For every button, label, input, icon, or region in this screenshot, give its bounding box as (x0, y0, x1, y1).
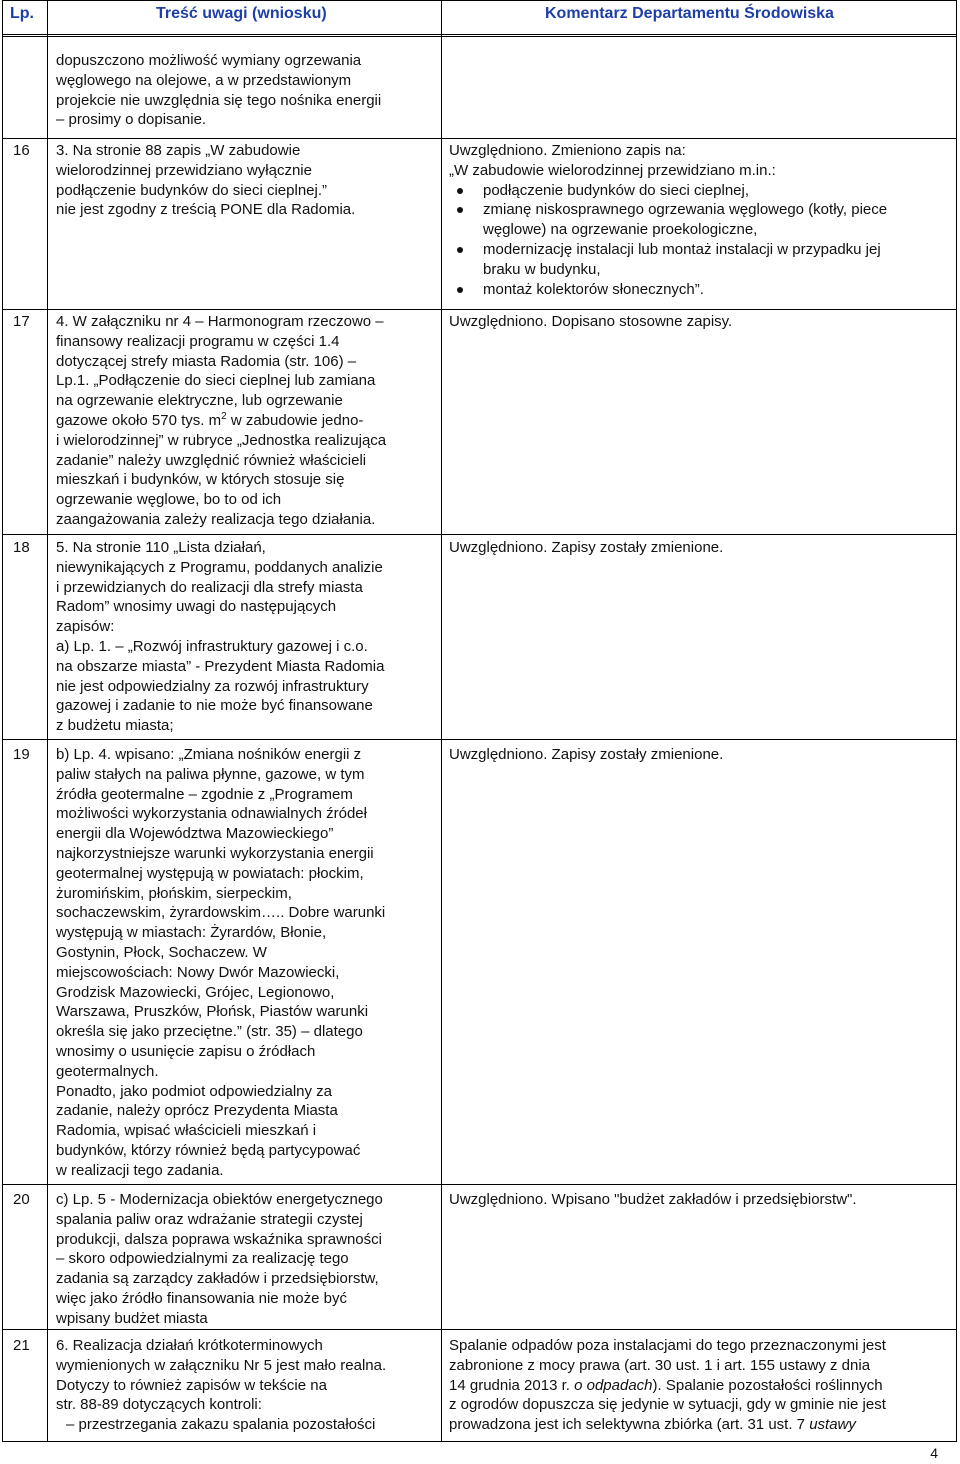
text-line: energii dla Województwa Mazowieckiego” (56, 825, 334, 843)
table-bottom-rule (2, 1441, 956, 1442)
row-rule (2, 534, 956, 535)
text-line: Gostynin, Płock, Sochaczew. W (56, 943, 267, 961)
text-line: Radom” wnosimy uwagi do następujących (56, 598, 337, 616)
header-comment: Komentarz Departamentu Środowiska (545, 5, 834, 22)
text-line: ogrzewanie węglowe, bo to od ich (56, 491, 282, 509)
text-line: 14 grudnia 2013 r. o odpadach). Spalanie pozostałości roślinnych (449, 1376, 883, 1394)
text-line: źródła geotermalne – zgodnie z „Programem (56, 785, 353, 803)
text-line: Warszawa, Pruszków, Płońsk, Piastów warunki (56, 1003, 369, 1021)
row-remark (56, 312, 386, 530)
text-line: mieszkań i budynków, w których stosuje się (56, 471, 345, 489)
italic-text: o odpadach (574, 1376, 653, 1394)
text-line: i przewidzianych do realizacji dla strefy miasta (56, 578, 363, 596)
row-remark (56, 141, 355, 220)
text-line: Dotyczy to również zapisów w tekście na (56, 1376, 327, 1394)
column-rule (2, 0, 3, 1442)
text-line: najkorzystniejsze warunki wykorzystania energii (56, 844, 374, 862)
text-line: geotermalnej występują w powiatach: płockim, (56, 864, 364, 882)
row-rule (2, 309, 956, 310)
row-number: 17 (13, 313, 30, 330)
text-line: niewynikających z Programu, poddanych analizie (56, 558, 383, 576)
text-line: prowadzona jest ich selektywna zbiórka (art. 31 ust. 7 ustawy (449, 1416, 856, 1434)
column-rule (47, 0, 48, 1442)
page-number: 4 (930, 1445, 938, 1461)
row-remark (56, 745, 385, 1181)
text-line: gazowe około 570 tys. $m^2$ w zabudowie jedno- (56, 410, 364, 429)
text-line: zadania są zarządcy zakładów i przedsiębiorstw, (56, 1270, 379, 1288)
text-line: podłączenie budynków do sieci cieplnej.” (56, 181, 327, 199)
text-line: na ogrzewanie elektryczne, lub ogrzewanie (56, 392, 343, 410)
text-line: 3. Na stronie 88 zapis „W zabudowie (56, 142, 301, 159)
header-lp: Lp. (10, 5, 34, 22)
column-rule (956, 0, 957, 1442)
text-line: możliwości wykorzystania odnawialnych źródeł (56, 805, 367, 823)
text-line: geotermalnych. (56, 1062, 159, 1080)
text-line: wnosimy o usunięcie zapisu o źródłach (56, 1042, 316, 1060)
text-line: gazowej i zadanie to nie może być finansowane (56, 697, 373, 715)
bullet-item: podłączenie budynków do sieci cieplnej, (449, 181, 887, 201)
row-number: 18 (13, 539, 30, 556)
text-line: wymienionych w załączniku Nr 5 jest mało realna. (56, 1356, 387, 1374)
text-line: Spalanie odpadów poza instalacjami do tego przeznaczonymi jest (449, 1337, 886, 1354)
row-rule (2, 1329, 956, 1330)
text-line: a) Lp. 1. – „Rozwój infrastruktury gazowej i c.o. (56, 637, 368, 655)
row-rule (2, 138, 956, 139)
text-line: zapisów: (56, 618, 115, 636)
text-line: produkcji, dalsza poprawa wskaźnika sprawności (56, 1230, 382, 1248)
text-line: więc jako źródło finansowania nie może być (56, 1289, 347, 1307)
text-line: budynków, którzy również będą partycypować (56, 1141, 361, 1159)
text-line: z ogrodów dopuszcza się jedynie w sytuacji, gdy w gminie nie jest (449, 1396, 886, 1414)
text-line: Uwzględniono. Zmieniono zapis na: (449, 142, 686, 159)
text-line: zaangażowania zależy realizacja tego działania. (56, 510, 376, 528)
text-line: wielorodzinnej przewidziano wyłącznie (56, 161, 312, 179)
row-rule (2, 739, 956, 740)
text-line: dopuszczono możliwość wymiany ogrzewania (56, 52, 362, 69)
text-line: zabronione z mocy prawa (art. 30 ust. 1 i art. 155 ustawy z dnia (449, 1356, 871, 1374)
table-top-rule (2, 0, 956, 1)
text-line: 5. Na stronie 110 „Lista działań, (56, 539, 266, 556)
text-line: b) Lp. 4. wpisano: „Zmiana nośników energii z (56, 746, 362, 763)
header-remark: Treść uwagi (wniosku) (156, 5, 327, 22)
row-rule (2, 1184, 956, 1185)
italic-text: ustawy (809, 1416, 856, 1434)
text-line: „W zabudowie wielorodzinnej przewidziano m.in.: (449, 161, 776, 179)
text-line: z budżetu miasta; (56, 717, 174, 735)
text-line: występują w miastach: Żyrardów, Błonie, (56, 924, 327, 942)
row-comment: Uwzględniono. Wpisano "budżet zakładów i przedsiębiorstw". (449, 1191, 857, 1208)
column-rule (441, 0, 442, 1442)
text-line: – skoro odpowiedzialnymi za realizację tego (56, 1250, 349, 1268)
row-remark (56, 1336, 386, 1435)
text-line: – przestrzegania zakazu spalania pozostałości (66, 1416, 376, 1434)
text-line: paliw stałych na paliwa płynne, gazowe, w tym (56, 765, 365, 783)
text-line: str. 88-89 dotyczących kontroli: (56, 1396, 262, 1414)
text-line: spalania paliw oraz wdrażanie strategii czystej (56, 1210, 363, 1228)
text-line: żuromińskim, płońskim, sierpeckim, (56, 884, 292, 902)
text-line: c) Lp. 5 - Modernizacja obiektów energetycznego (56, 1191, 383, 1208)
row-number: 20 (13, 1191, 30, 1208)
text-line: miejscowościach: Nowy Dwór Mazowiecki, (56, 963, 340, 981)
text-line: określa się jako przeciętne.” (str. 35) – dlatego (56, 1023, 363, 1041)
text-line: w realizacji tego zadania. (56, 1161, 224, 1179)
header-rule (2, 34, 956, 35)
text-line: Ponadto, jako podmiot odpowiedzialny za (56, 1082, 333, 1100)
row-comment (449, 1336, 886, 1435)
text-line: dotyczącej strefy miasta Radomia (str. 106) – (56, 352, 357, 370)
row-number: 19 (13, 746, 30, 763)
text-line: sochaczewskim, żyrardowskim….. Dobre warunki (56, 904, 386, 922)
row-comment: Uwzględniono. Dopisano stosowne zapisy. (449, 313, 733, 330)
text-line: 6. Realizacja działań krótkoterminowych (56, 1337, 323, 1354)
row-number: 21 (13, 1337, 30, 1354)
text-line: nie jest odpowiedzialny za rozwój infrastruktury (56, 677, 369, 695)
text-line: zadanie” należy uwzględnić również właścicieli (56, 451, 367, 469)
superscript: 2 (221, 410, 227, 422)
row-comment: Uwzględniono. Zapisy zostały zmienione. (449, 746, 724, 763)
bullet-item: montaż kolektorów słonecznych”. (449, 280, 887, 300)
text-line: Lp.1. „Podłączenie do sieci cieplnej lub zamiana (56, 372, 376, 390)
text-line: nie jest zgodny z treścią PONE dla Radomia. (56, 201, 356, 219)
text-line: – prosimy o dopisanie. (56, 111, 207, 129)
text-line: węglowego na olejowe, a w przedstawionym (56, 71, 352, 89)
text-line: finansowy realizacji programu w części 1.4 (56, 332, 340, 350)
text-line: Radomia, wpisać właścicieli mieszkań i (56, 1122, 317, 1140)
row-comment: Uwzględniono. Zapisy zostały zmienione. (449, 539, 724, 556)
bullet-item: zmianę niskosprawnego ogrzewania węglowego (kotły, piece węglowe) na ogrzewanie proekologiczne, (449, 200, 887, 240)
text-line: Grodzisk Mazowiecki, Grójec, Legionowo, (56, 983, 335, 1001)
comment-bullet-list (449, 181, 887, 300)
text-line: 4. W załączniku nr 4 – Harmonogram rzeczowo – (56, 313, 384, 330)
row-remark (56, 538, 384, 736)
text-line: i wielorodzinnej” w rubryce „Jednostka realizująca (56, 431, 387, 449)
text-line: wpisany budżet miasta (56, 1309, 208, 1327)
row-number: 16 (13, 142, 30, 159)
row-remark (56, 1190, 383, 1329)
row-comment (449, 141, 887, 299)
text-line: na obszarze miasta” - Prezydent Miasta Radomia (56, 657, 385, 675)
continuation-remark (56, 51, 381, 130)
text-line: projekcie nie uwzględnia się tego nośnika energii (56, 91, 382, 109)
text-line: zadanie, należy oprócz Prezydenta Miasta (56, 1102, 338, 1120)
bullet-item: modernizację instalacji lub montaż instalacji w przypadku jej braku w budynku, (449, 240, 887, 280)
header-rule-double (2, 36, 956, 37)
